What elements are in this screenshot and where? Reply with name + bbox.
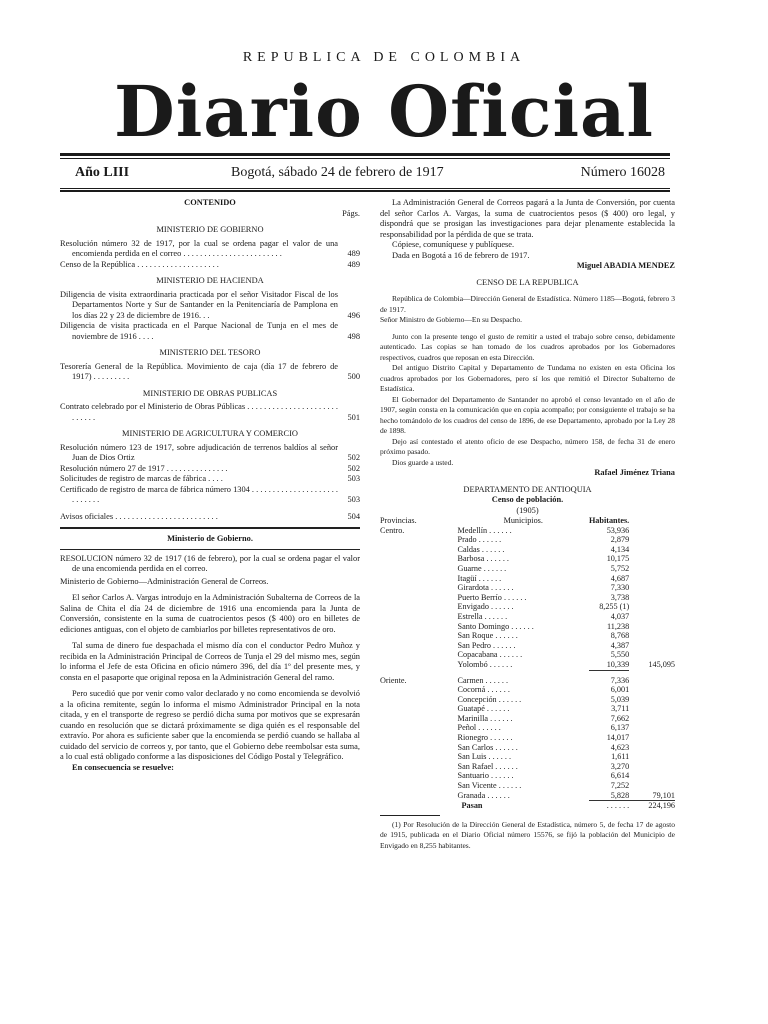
issue-date: Bogotá, sábado 24 de febrero de 1917	[231, 165, 444, 180]
resolution-order: La Administración General de Correos pagará a la Junta de Conversión, por cuenta del señor Carlos A. Vargas, la suma de cuatrocientos pesos ($ 400) oro legal, y dispondrá que se prosigan las investigaciones para dejar plenamente establecida la responsabilidad por la pérdida de que se trata.	[380, 198, 675, 239]
contents-item-text: Resolución número 123 de 1917, sobre adjudicación de terrenos baldíos al señor Juan de Dios Ortiz	[60, 442, 338, 462]
minister-signature: Miguel ABADIA MENDEZ	[576, 261, 675, 270]
letter-paragraph: Dejo así contestado el atento oficio de ese Despacho, número 158, de fecha 31 de enero próximo pasado.	[380, 436, 675, 456]
contents-item-text: Certificado de registro de marca de fábrica número 1304 . . . . . . . . . . . . . . . . . . . . . . . . . . . .	[60, 484, 338, 504]
contents-list	[60, 225, 360, 522]
col-header-municipalities: Municipios.	[503, 516, 543, 525]
inhabitants-value: 3,270	[610, 761, 630, 771]
municipality-name: San Roque	[457, 631, 494, 641]
municipality-name: Santo Domingo	[457, 621, 510, 631]
province-total: 145,095	[648, 659, 675, 669]
inhabitants-value: 5,039	[610, 694, 630, 704]
census-row: San Rafael . . . . . . 3,270	[457, 761, 630, 771]
contents-item	[60, 239, 360, 260]
inhabitants-value: 2,879	[610, 535, 630, 545]
census-row: Guarne . . . . . . 5,752	[457, 563, 630, 573]
inhabitants-value: 8,768	[610, 631, 630, 641]
census-row: Envigado . . . . . . 8,255 (1)	[457, 602, 630, 612]
municipality-name: Carmen	[457, 675, 484, 685]
resolution-heading: RESOLUCION número 32 de 1917 (16 de febrero), por la cual se ordena pagar el valor de una encomienda perdida en el correo.	[60, 553, 360, 573]
top-rule-thin	[60, 158, 670, 159]
municipality-name: Girardota	[457, 583, 489, 593]
census-row: Copacabana . . . . . . 5,550	[457, 650, 630, 660]
issue-number: Número 16028	[580, 165, 665, 180]
contents-item	[60, 474, 360, 485]
inhabitants-value: 53,936	[606, 525, 630, 535]
census-year: (1905)	[516, 505, 539, 515]
col-header-inhabitants: Habitantes.	[588, 516, 630, 525]
contents-item-text: Diligencia de visita practicada en el Parque Nacional de Tunja en el mes de noviembre de 1916 . . . .	[60, 321, 338, 341]
municipality-name: Barbosa	[457, 554, 485, 564]
contents-divider	[60, 527, 360, 529]
municipality-name: Medellín	[457, 525, 488, 535]
census-row: Granada . . . . . . 5,828 79,101	[457, 790, 675, 800]
inhabitants-value: 3,738	[610, 592, 630, 602]
census-row: San Pedro . . . . . . 4,387	[457, 640, 630, 650]
footnote-rule	[380, 815, 440, 816]
census-row: Cocorná . . . . . . 6,001	[457, 685, 630, 695]
contents-heading: CONTENIDO	[184, 198, 236, 207]
contents-item	[60, 260, 360, 271]
resolution-closing: En consecuencia se resuelve:	[72, 762, 174, 772]
contents-item-page: 503	[347, 474, 360, 483]
province-label: Oriente.	[380, 675, 407, 685]
inhabitants-value: 14,017	[606, 733, 630, 743]
municipality-name: Santuario	[457, 771, 489, 781]
municipality-name: Envigado	[457, 602, 489, 612]
letter-paragraph: Del antiguo Distrito Capital y Departamento de Tundama no existen en esta Oficina los cuadros aprobados por los Gobernadores, pero sí los que remitió el Director Subalterno de Estadística.	[380, 363, 675, 393]
ministry-heading: MINISTERIO DE HACIENDA	[156, 276, 264, 285]
census-row: Rionegro . . . . . . 14,017	[457, 733, 630, 743]
contents-item-page: 489	[347, 249, 360, 258]
census-row: Marinilla . . . . . . 7,662	[457, 713, 630, 723]
inhabitants-value: 7,330	[610, 583, 630, 593]
inhabitants-value: 5,752	[610, 563, 630, 573]
top-rule	[60, 153, 670, 156]
ministry-heading: MINISTERIO DE OBRAS PUBLICAS	[142, 388, 278, 398]
contents-item-text: Censo de la República . . . . . . . . . . . . . . . . . . . .	[60, 259, 219, 269]
municipality-name: Yolombó	[457, 659, 488, 669]
right-column	[380, 198, 675, 851]
municipality-name: Caldas	[457, 544, 480, 554]
inhabitants-value: 11,238	[606, 621, 630, 631]
resolution-paragraph: Tal suma de dinero fue despachada el mismo día con el conductor Pedro Muñoz y recibida en la Administración Principal de Correos de Tunja el 29 del mismo mes, según lo informa el Jefe de esta Oficina en oficio número 396, del día 1º del presente mes, y consta en el pasaporte que original reposa en la Administración General del ramo.	[60, 641, 360, 682]
census-heading: CENSO DE LA REPUBLICA	[476, 277, 579, 287]
ministry-heading: MINISTERIO DE AGRICULTURA Y COMERCIO	[122, 429, 298, 438]
info-rule	[60, 188, 670, 189]
municipality-name: Guarne	[457, 563, 482, 573]
census-row: Yolombó . . . . . . 10,339 145,095	[457, 659, 675, 669]
census-row: Puerto Berrío . . . . . . 3,738	[457, 592, 630, 602]
contents-item-text: Contrato celebrado por el Ministerio de Obras Públicas . . . . . . . . . . . . . . . . . . . . . . . . . . . .	[60, 402, 338, 422]
municipality-name: Cocorná	[457, 685, 486, 695]
municipality-name: Rionegro	[457, 733, 489, 743]
municipality-name: Copacabana	[457, 650, 498, 660]
inhabitants-value: 4,134	[610, 544, 630, 554]
pasan-label: Pasan	[461, 800, 483, 810]
pasan-total: 224,196	[629, 801, 675, 811]
contents-item-page: 503	[347, 495, 360, 504]
census-header-row	[380, 516, 675, 526]
contents-item-text: Avisos oficiales . . . . . . . . . . . . . . . . . . . . . . . . .	[60, 511, 218, 521]
inhabitants-value: 10,175	[606, 554, 630, 564]
contents-item	[60, 321, 360, 342]
province-label: Centro.	[380, 525, 405, 535]
municipality-name: Granada	[457, 790, 486, 800]
inhabitants-value: 3,711	[611, 704, 630, 714]
section-title: Ministerio de Gobierno.	[167, 534, 253, 543]
contents-item-text: Diligencia de visita extraordinaria practicada por el señor Visitador Fiscal de los Departamentos Norte y Sur de Santander en la Penitenciaría de Pamplona en los días 22 y 23 de diciembre de 1916. . .	[60, 289, 338, 320]
municipality-name: San Pedro	[457, 640, 491, 650]
letter-farewell: Dios guarde a usted.	[392, 457, 454, 467]
census-row: San Carlos . . . . . . 4,623	[457, 742, 630, 752]
section-divider	[60, 549, 360, 550]
info-rule-thick	[60, 190, 670, 192]
municipality-name: Marinilla	[457, 713, 489, 723]
inhabitants-value: 7,662	[610, 713, 630, 723]
publish-order: Cópiese, comuníquese y publíquese.	[392, 240, 515, 249]
contents-item	[60, 512, 360, 523]
contents-item-page: 496	[347, 310, 360, 320]
contents-item-page: 500	[347, 372, 360, 381]
inhabitants-value: 4,623	[610, 742, 630, 752]
contents-item	[60, 402, 360, 423]
newspaper-title: Diario Oficial	[113, 70, 655, 153]
centro-rows	[380, 526, 675, 670]
municipality-name: Prado	[457, 535, 477, 545]
census-row: Prado . . . . . . 2,879	[457, 535, 630, 545]
contents-item	[60, 443, 360, 464]
oriente-rows	[380, 676, 675, 801]
resolution-issuer: Ministerio de Gobierno—Administración General de Correos.	[60, 576, 269, 586]
census-reference: República de Colombia—Dirección General de Estadística. Número 1185—Bogotá, febrero 3 de 1917.	[380, 294, 675, 314]
municipality-name: San Luis	[457, 752, 487, 762]
census-row: Barbosa . . . . . . 10,175	[457, 554, 630, 564]
salutation: Señor Ministro de Gobierno—En su Despacho.	[380, 315, 523, 324]
municipality-name: Peñol	[457, 723, 477, 733]
inhabitants-value: 5,550	[610, 650, 630, 660]
municipality-name: Concepción	[457, 694, 497, 704]
republic-heading: REPUBLICA DE COLOMBIA	[242, 50, 526, 65]
letter-paragraph: Junto con la presente tengo el gusto de remitir a usted el trabajo sobre censo, debidamente autenticado. Las copias se han tomado de los cuadros aprobados por los Gobernadores respectivos, cuadros que reposan en esta Dirección.	[380, 331, 675, 362]
inhabitants-value: 8,255 (1)	[599, 602, 630, 612]
inhabitants-value: 4,687	[610, 573, 630, 583]
department-heading: DEPARTAMENTO DE ANTIOQUIA	[463, 484, 592, 494]
contents-item-text: Resolución número 27 de 1917 . . . . . . . . . . . . . . .	[60, 463, 228, 473]
census-row: Girardota . . . . . . 7,330	[457, 583, 630, 593]
col-header-provinces: Provincias.	[380, 516, 417, 525]
contents-item	[60, 485, 360, 506]
inhabitants-value: 4,037	[610, 611, 630, 621]
inhabitants-value: 6,614	[610, 771, 630, 781]
letter-paragraph: El Gobernador del Departamento de Santander no aprobó el censo levantado en el año de 1907, según consta en la comunicación que en copia acompaño; por consiguiente el trabajo se ha hecho tomándolo de los cuadros del censo de 1896, de ese Departamento, aprobado por la Ley 28 de 1898.	[380, 394, 675, 435]
census-row: Santuario . . . . . . 6,614	[457, 771, 630, 781]
municipality-name: Puerto Berrío	[457, 592, 502, 602]
municipality-name: San Carlos	[457, 742, 494, 752]
inhabitants-value: 1,611	[611, 752, 630, 762]
director-signature: Rafael Jiménez Triana	[594, 468, 675, 477]
census-row: Estrella . . . . . . 4,037	[457, 611, 630, 621]
municipality-name: Guatapé	[457, 704, 485, 714]
census-row: Itagüí . . . . . . 4,687	[457, 573, 630, 583]
resolution-paragraph: Pero sucedió que por venir como valor declarado y no como encomienda se devolvió a la oficina remitente, según lo informa el mismo Administrador Principal en la nota citada, y en el transporte de regreso se perdió dicha suma por motivos que se expresarán cuando en resolución que se dictará próximamente se diga quién es el responsable del extravío. Por ahora es suficiente saber que la encomienda se perdió cuando se hallaba al cuidado del servicio de correos y, por tanto, que el Gobierno debe reembolsar esta suma, a lo cual está obligado conforme a las disposiciones del Código Postal y Telegráfico.	[60, 689, 360, 761]
inhabitants-value: 5,828	[589, 791, 629, 801]
province-total: 79,101	[652, 790, 675, 800]
census-row: Centro. Medellín . . . . . . 53,936	[380, 525, 630, 535]
inhabitants-value: 10,339	[589, 660, 629, 670]
contents-item-text: Resolución número 32 de 1917, por la cual se ordena pagar el valor de una encomienda perdida en el correo . . . . . . . . . . . . . . . . . . . . . . . .	[60, 238, 338, 258]
census-row: Peñol . . . . . . 6,137	[457, 723, 630, 733]
contents-item	[60, 464, 360, 475]
census-footnote: (1) Por Resolución de la Dirección General de Estadística, número 5, de fecha 17 de agosto de 1915, publicada en el Diario Oficial número 15576, se fijó la población del Municipio de Envigado en 8,255 habitantes.	[380, 819, 675, 850]
census-subtitle: Censo de población.	[491, 495, 564, 504]
contents-item	[60, 362, 360, 383]
contents-item	[60, 290, 360, 322]
census-row: Caldas . . . . . . 4,134	[457, 544, 630, 554]
census-row: Santo Domingo . . . . . . 11,238	[457, 621, 630, 631]
inhabitants-value: 7,252	[610, 781, 630, 791]
census-row: San Luis . . . . . . 1,611	[457, 752, 630, 762]
ministry-heading: MINISTERIO DEL TESORO	[159, 348, 261, 357]
contents-item-page: 502	[347, 463, 360, 473]
pasan-row: Pasan . . . . . . 224,196	[380, 801, 675, 811]
census-row: Oriente. Carmen . . . . . . 7,336	[380, 675, 630, 685]
inhabitants-value: 7,336	[610, 675, 630, 685]
resolution-paragraph: El señor Carlos A. Vargas introdujo en la Administración Subalterna de Correos de la Salina de Chita el día 24 de diciembre de 1916 una encomienda para la Junta de Conversión, consistente en la suma de cuatrocientos pesos ($ 400) oro en billetes de ediciones antiguas, con el objeto de cambiarlos por billetes representativos de oro.	[60, 593, 360, 634]
contents-item-page: 504	[347, 511, 360, 521]
inhabitants-value: 4,387	[610, 640, 630, 650]
contents-item-text: Tesorería General de la República. Movimiento de caja (día 17 de febrero de 1917) . . . . . . . . .	[60, 361, 338, 381]
dated-line: Dada en Bogotá a 16 de febrero de 1917.	[392, 250, 530, 260]
inhabitants-value: 6,137	[610, 723, 630, 733]
issue-info-line	[75, 165, 665, 185]
contents-item-page: 501	[347, 412, 360, 422]
contents-item-page: 498	[347, 331, 360, 341]
census-row: Guatapé . . . . . . 3,711	[457, 704, 630, 714]
census-row: San Roque . . . . . . 8,768	[457, 631, 630, 641]
municipality-name: San Vicente	[457, 781, 497, 791]
inhabitants-value: 6,001	[610, 685, 630, 695]
pages-label: Págs.	[342, 208, 360, 218]
ministry-heading: MINISTERIO DE GOBIERNO	[156, 225, 264, 234]
municipality-name: Itagüí	[457, 573, 477, 583]
contents-item-page: 489	[347, 259, 360, 269]
municipality-name: Estrella	[457, 611, 483, 621]
municipality-name: San Rafael	[457, 761, 494, 771]
census-table	[380, 516, 675, 811]
issue-year: Año LIII	[75, 165, 130, 180]
contents-item-text: Solicitudes de registro de marcas de fábrica . . . .	[60, 474, 223, 483]
census-row: Concepción . . . . . . 5,039	[457, 694, 630, 704]
left-column	[60, 198, 360, 773]
census-row: San Vicente . . . . . . 7,252	[457, 781, 630, 791]
contents-item-page: 502	[347, 453, 360, 462]
